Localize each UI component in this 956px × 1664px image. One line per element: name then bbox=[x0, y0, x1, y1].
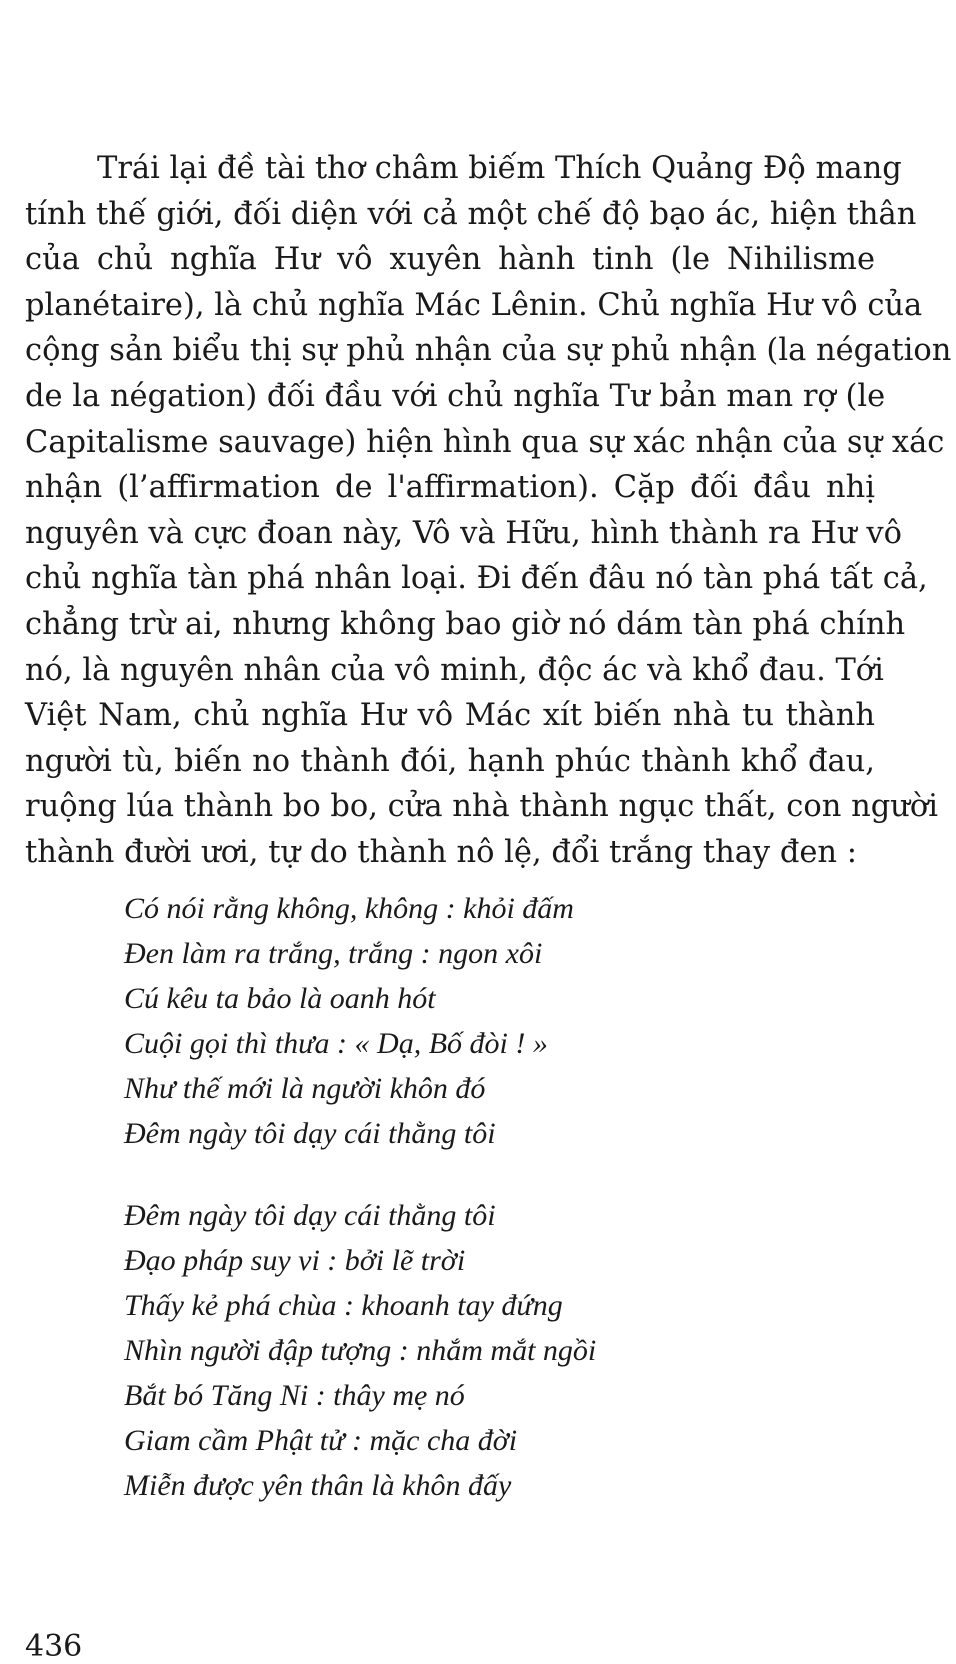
poem-line: Đêm ngày tôi dạy cái thằng tôi bbox=[124, 1199, 496, 1232]
paragraph-line: chủ nghĩa tàn phá nhân loại. Đi đến đâu nó tàn phá tất cả, bbox=[25, 561, 928, 597]
poem-line: Miễn được yên thân là khôn đấy bbox=[124, 1469, 512, 1502]
paragraph-line: nguyên và cực đoan này, Vô và Hữu, hình thành ra Hư vô bbox=[25, 515, 902, 551]
paragraph-line: planétaire), là chủ nghĩa Mác Lênin. Chủ nghĩa Hư vô của bbox=[25, 287, 923, 323]
poem-stanza-1 bbox=[124, 886, 824, 1156]
paragraph-line: nó, là nguyên nhân của vô minh, độc ác và khổ đau. Tới bbox=[25, 652, 884, 688]
poem-line: Đen làm ra trắng, trắng : ngon xôi bbox=[124, 937, 543, 970]
poem-line: Cú kêu ta bảo là oanh hót bbox=[124, 982, 436, 1015]
poem-line: Có nói rằng không, không : khỏi đấm bbox=[124, 892, 574, 925]
paragraph-line: của chủ nghĩa Hư vô xuyên hành tinh (le Nihilisme bbox=[25, 242, 875, 278]
paragraph-line: nhận (l’affirmation de l'affirmation). Cặp đối đầu nhị bbox=[25, 470, 875, 506]
poem-line: Cuội gọi thì thưa : « Dạ, Bố đòi ! » bbox=[124, 1027, 548, 1060]
paragraph-line: tính thế giới, đối diện với cả một chế độ bạo ác, hiện thân bbox=[25, 196, 917, 232]
poem-line: Đêm ngày tôi dạy cái thằng tôi bbox=[124, 1117, 496, 1150]
paragraph-line: Việt Nam, chủ nghĩa Hư vô Mác xít biến nhà tu thành bbox=[25, 698, 875, 734]
page-number: 436 bbox=[25, 1629, 83, 1664]
poem-line: Thấy kẻ phá chùa : khoanh tay đứng bbox=[124, 1289, 563, 1322]
paragraph-line: Trái lại đề tài thơ châm biếm Thích Quảng Độ mang bbox=[97, 151, 902, 186]
paragraph-line: de la négation) đối đầu với chủ nghĩa Tư bản man rợ (le bbox=[25, 378, 886, 414]
body-paragraph bbox=[25, 146, 952, 876]
paragraph-line: cộng sản biểu thị sự phủ nhận của sự phủ nhận (la négation bbox=[25, 333, 952, 369]
poem-stanza-2 bbox=[124, 1193, 824, 1508]
paragraph-line: chẳng trừ ai, nhưng không bao giờ nó dám tàn phá chính bbox=[25, 606, 906, 642]
poem-line: Đạo pháp suy vi : bởi lẽ trời bbox=[124, 1244, 466, 1277]
paragraph-line: người tù, biến no thành đói, hạnh phúc thành khổ đau, bbox=[25, 743, 875, 779]
poem-line: Giam cầm Phật tử : mặc cha đời bbox=[124, 1424, 518, 1457]
paragraph-line: thành đười ươi, tự do thành nô lệ, đổi trắng thay đen : bbox=[25, 834, 858, 870]
poem-line: Như thế mới là người khôn đó bbox=[124, 1072, 486, 1105]
poem-line: Nhìn người đập tượng : nhắm mắt ngồi bbox=[124, 1334, 597, 1367]
poem-line: Bắt bó Tăng Ni : thây mẹ nó bbox=[124, 1379, 465, 1412]
paragraph-line: ruộng lúa thành bo bo, cửa nhà thành ngục thất, con người bbox=[25, 789, 939, 825]
paragraph-line: Capitalisme sauvage) hiện hình qua sự xác nhận của sự xác bbox=[25, 424, 945, 460]
